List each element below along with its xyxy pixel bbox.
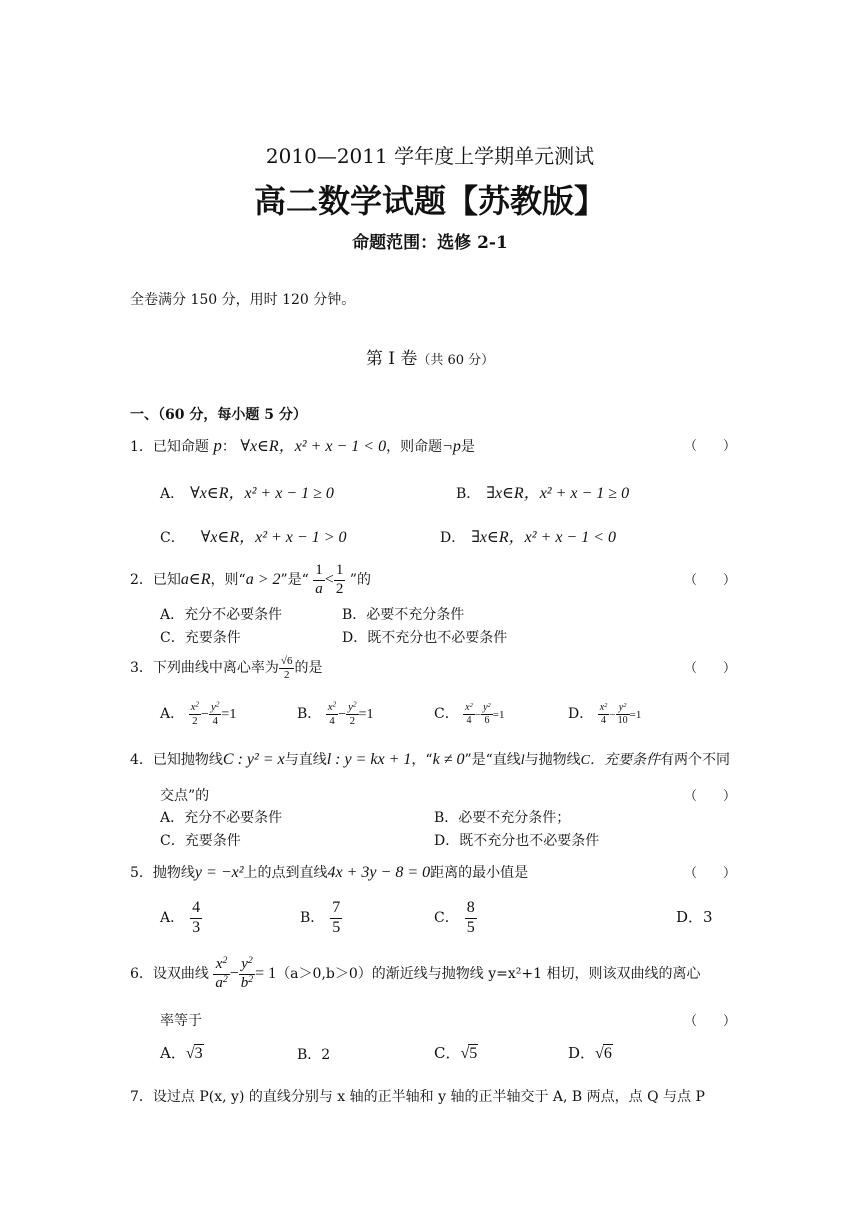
q3-option-b: B． $\frac{x^2}{4}$ − $\frac{y^2}{2}$ =1 <box>297 700 374 727</box>
q4-condition: k ≠ 0 <box>432 751 465 768</box>
q6-condition: （a＞0,b＞0）的渐近线与抛物线 y=x²+1 相切，则该双曲线的离心 <box>276 966 701 982</box>
question-5: 5．抛物线y = −x²上的点到直线4x + 3y − 8 = 0距离的最小值是 <box>130 864 529 881</box>
answer-bracket-2: （ ） <box>684 573 737 588</box>
q6-option-d: D．√6 <box>568 1044 612 1062</box>
q2-a-in-r: a∈R <box>180 571 211 588</box>
q1-p: p <box>213 436 222 455</box>
q6-option-a: A．√3 <box>160 1044 203 1062</box>
q1-stem-start: 1．已知命题 <box>130 439 209 455</box>
section-heading: 一、（60 分，每小题 5 分） <box>130 407 307 423</box>
q5-option-b: B． $\frac{7}{5}$ <box>300 899 341 936</box>
q1-option-c: C． ∀x∈R，x² + x − 1 > 0 <box>160 529 347 546</box>
question-2: 2．已知a∈R，则“a > 2”是“ $\frac{1}{a}$ < $\frac{1}{2}$ ”的 <box>130 562 371 597</box>
q2-option-c: C．充要条件 <box>160 630 241 646</box>
q1-option-d: D． ∃x∈R，x² + x − 1 < 0 <box>440 529 617 546</box>
q1-colon: ： <box>221 439 236 455</box>
q3-option-a: A． $\frac{x^2}{2}$ − $\frac{y^2}{4}$ =1 <box>160 700 237 727</box>
volume-label: 第 Ⅰ 卷 <box>365 349 418 369</box>
volume-heading <box>0 344 860 369</box>
q2-condition: a > 2 <box>245 571 281 588</box>
q5-line: 4x + 3y − 8 = 0 <box>327 864 431 881</box>
answer-bracket-5: （ ） <box>684 866 737 881</box>
q6-option-c: C．√5 <box>434 1044 478 1062</box>
exam-title: 高二数学试题【苏教版】 <box>253 182 606 220</box>
q4-option-b: B．必要不充分条件； <box>434 810 571 826</box>
q2-option-b: B．必要不充分条件 <box>342 607 465 623</box>
q2-frac-1-over-2: $\frac{1}{2}$ <box>335 562 344 597</box>
q2-then: ，则“ <box>210 572 246 588</box>
q5-option-c: C． $\frac{8}{5}$ <box>434 899 475 936</box>
q5-curve: y = −x² <box>194 864 244 881</box>
answer-bracket-6: （ ） <box>684 1014 737 1029</box>
q4-option-a: A．充分不必要条件 <box>160 810 283 826</box>
question-3 <box>130 648 322 688</box>
q1-stem-mid: ，则命题 <box>386 439 443 455</box>
q3-eccentricity: $\frac{√6}{2}$ <box>280 654 293 681</box>
q2-stem-end: ”的 <box>349 572 371 588</box>
q5-option-d: D．3 <box>676 908 713 926</box>
q4-parabola: C : y² = x <box>222 751 285 768</box>
q3-stem-end: 的是 <box>294 660 323 676</box>
q3-option-d: D． $\frac{x^2}{4}$ − $\frac{y^2}{10}$ =1 <box>568 701 642 726</box>
q1-option-a: A． ∀x∈R，x² + x − 1 ≥ 0 <box>160 485 334 502</box>
q2-option-d: D．既不充分也不必要条件 <box>342 630 508 646</box>
q1-stem-end: 是 <box>460 439 475 455</box>
q1-option-b: B． ∃x∈R，x² + x − 1 ≥ 0 <box>456 485 630 502</box>
q1-condition: ∀x∈R，x² + x − 1 < 0 <box>240 438 387 455</box>
q6-option-b: B．2 <box>297 1047 331 1063</box>
q6-hyperbola: $\frac{x^2}{a^2}$ <box>215 955 228 991</box>
exam-info: 全卷满分 150 分，用时 120 分钟。 <box>130 292 356 308</box>
q3-option-c: C． $\frac{x^2}{4}$ − $\frac{y^2}{6}$ =1 <box>434 701 505 726</box>
q4-line: l : y = kx + 1 <box>326 751 412 768</box>
volume-score: （共 60 分） <box>417 353 495 368</box>
q6-stem-line-2: 率等于 <box>160 1013 202 1029</box>
q3-stem-start: 3．下列曲线中离心率为 <box>130 660 279 676</box>
exam-scope: 命题范围：选修 2-1 <box>352 233 508 253</box>
question-7: 7．设过点 P(x, y) 的直线分别与 x 轴的正半轴和 y 轴的正半轴交于 A, B 两点，点 Q 与点 P <box>130 1089 705 1105</box>
q5-option-a: A． $\frac{4}{3}$ <box>160 899 201 936</box>
q4-option-d: D．既不充分也不必要条件 <box>434 833 600 849</box>
question-6: 6．设双曲线 $\frac{x^2}{a^2}$ − $\frac{y^2}{b^2}$ = 1（a＞0,b＞0）的渐近线与抛物线 y=x²+1 相切，则该双曲线的离心 <box>130 955 701 991</box>
q2-option-a: A．充分不必要条件 <box>160 607 283 623</box>
question-1 <box>130 433 475 456</box>
q2-is: ”是“ <box>280 572 309 588</box>
question-4: 4．已知抛物线C : y² = x与直线l : y = kx + 1，“k ≠ 0”是“直线l与抛物线C．充要条件有两个不同 <box>130 751 731 768</box>
answer-bracket-3: （ ） <box>684 661 737 676</box>
answer-bracket-1: （ ） <box>684 439 737 454</box>
q1-negation: ¬p <box>442 438 461 455</box>
q2-stem-start: 2．已知 <box>130 572 181 588</box>
answer-bracket-4: （ ） <box>684 789 737 804</box>
q4-stem-line-2: 交点”的 <box>160 788 210 804</box>
exam-year-line: 2010—2011 学年度上学期单元测试 <box>265 144 595 168</box>
q4-option-c: C．充要条件 <box>160 833 241 849</box>
q2-frac-1-over-a: $\frac{1}{a}$ <box>315 562 323 597</box>
